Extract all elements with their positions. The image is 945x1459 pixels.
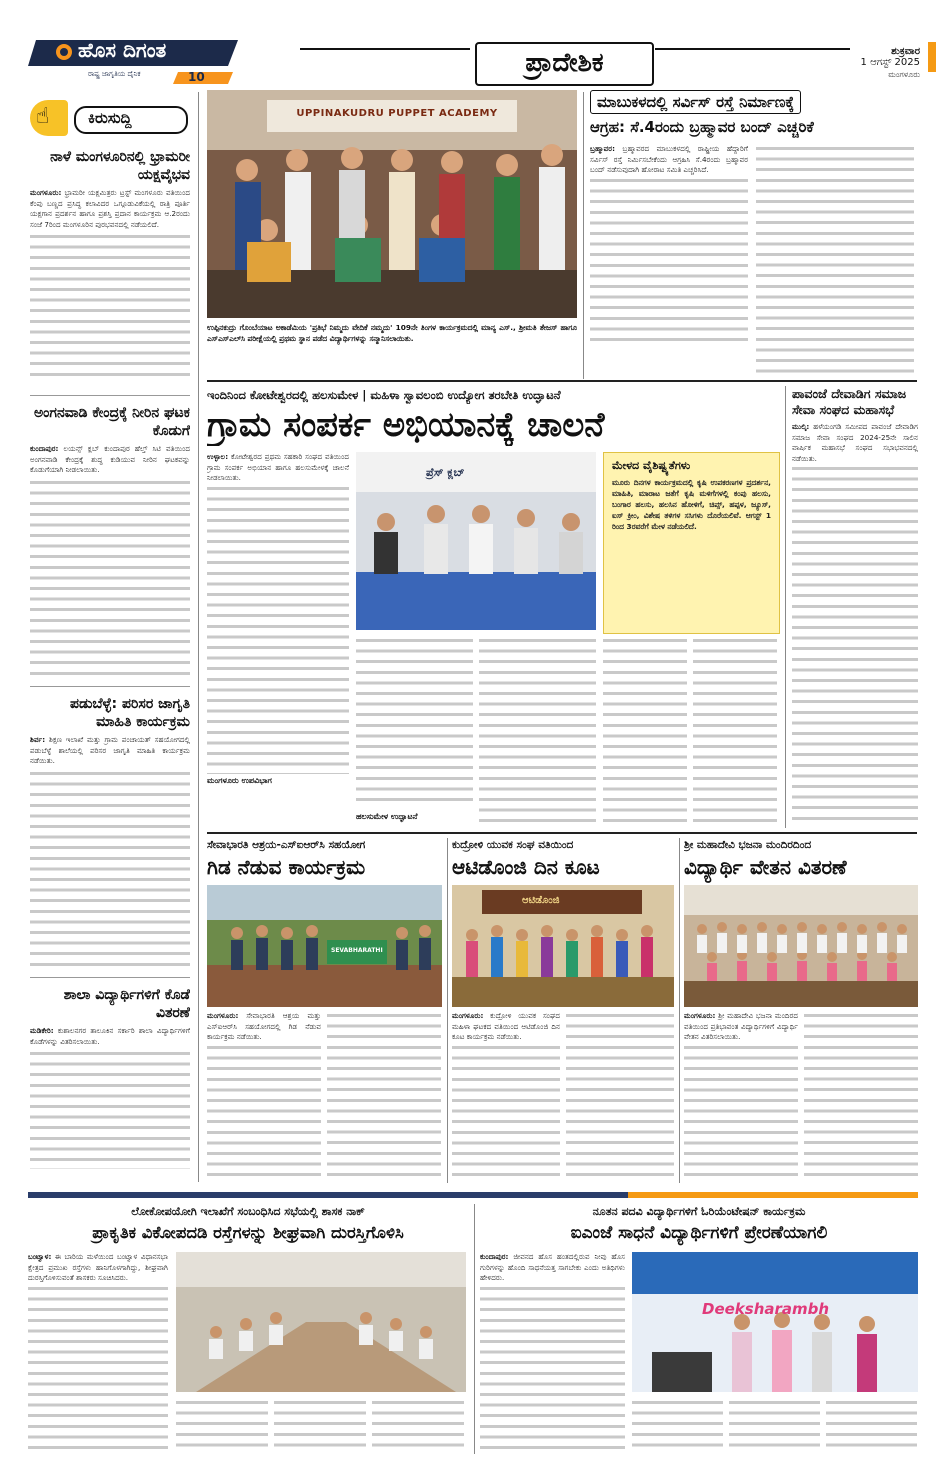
tree-planting-image (207, 885, 442, 1007)
atidonji-kicker: ಕುದ್ರೋಳಿ ಯುವಕ ಸಂಘ ವತಿಯಿಂದ (452, 839, 574, 851)
left-story-4-headline: ಶಾಲಾ ವಿದ್ಯಾರ್ಥಿಗಳಿಗೆ ಕೊಡೆ ವಿತರಣೆ (63, 987, 190, 1021)
main-story-body-left (207, 452, 349, 827)
city-label: ಮಂಗಳೂರು (888, 70, 920, 79)
main-story-photo-credit: ಹಲಸುಮೇಳ ಉದ್ಘಾಟನೆ (356, 812, 418, 821)
features-box (603, 452, 780, 634)
pavanje-lead: ಹಳೆಯಂಗಡಿ ಸಮೀಪದ ಪಾವಂಜೆ ದೇವಾಡಿಗ ಸಮಾಜ ಸೇವಾ ಸಂಘದ 2024-25ನೇ ಸಾಲಿನ ವಾರ್ಷಿಕ ಮಹಾಸಭೆ ಸಂಘದ ಸಭಾಭವನದಲ್ಲಿ ನಡೆಯಿತು. (792, 422, 918, 463)
left-column (30, 140, 190, 1185)
mabukala-headline-2: ಆಗ್ರಹ: ಸೆ.4ರಂದು ಬ್ರಹ್ಮಾವರ ಬಂದ್ ಎಚ್ಚರಿಕೆ (590, 118, 814, 136)
pavanje-story (792, 386, 918, 830)
left-story-2-dateline: ಕುಂದಾಪುರ: (30, 444, 59, 453)
date-block (810, 46, 920, 80)
atidonji-banner: ಆಟಿಡೊಂಜಿ (522, 895, 560, 906)
left-story-3 (30, 687, 190, 978)
left-story-1-lead: ಭ್ರಾಮರೀ ಯಕ್ಷಮಿತ್ರರು ಟ್ರಸ್ಟ್ ಮಂಗಳೂರು ವತಿಯಿಂದ ಕೆಂಪು ಬಣ್ಣದ ಪ್ರಸಿದ್ಧ ಕಲಾವಿದರ ಒಗ್ಗೂಡುವಿಕೆಯಲ್ಲಿ ರಾತ್ರಿ ಪೂರ್ತಿ ಯಕ್ಷಗಾನ ಪ್ರದರ್ಶನ ಹಾಗೂ ಪ್ರಶಸ್ತಿ ಪ್ರದಾನ ಕಾರ್ಯಕ್ರಮ ಆ.2ರಂದು ಸಂಜೆ 7ರಿಂದ ಮಂಗಳೂರಿನ ಪುರಭವನದಲ್ಲಿ ನಡೆಯಲಿದೆ. (30, 188, 190, 229)
pavanje-dateline: ಮುಲ್ಕಿ: (792, 422, 810, 431)
atidonji-headline: ಆಟಿಡೊಂಜಿ ದಿನ ಕೂಟ (452, 855, 600, 879)
pwd-lead: ಈ ಬಾರಿಯ ಮಳೆಯಿಂದ ಬಂಟ್ವಾಳ ವಿಧಾನಸಭಾ ಕ್ಷೇತ್ರದ ಪ್ರಮುಖ ರಸ್ತೆಗಳು ಹಾನಿಗೊಳಗಾಗಿದ್ದು, ಶೀಘ್ರವಾಗಿ ದುರಸ್ತಿಗೊಳಿಸುವಂತೆ ಶಾಸಕರು ಸೂಚಿಸಿದರು. (28, 1252, 168, 1283)
scholarship-photo (684, 885, 918, 1007)
date-label: 1 ಆಗಸ್ಟ್ 2025 (860, 57, 920, 68)
academy-banner: UPPINAKUDRU PUPPET ACADEMY (296, 108, 498, 119)
main-story-headline: ಗ್ರಾಮ ಸಂಪರ್ಕ ಅಭಿಯಾನಕ್ಕೆ ಚಾಲನೆ (207, 405, 605, 445)
mabukala-headline-1: ಮಾಬುಕಳದಲ್ಲಿ ಸರ್ವಿಸ್ ರಸ್ತೆ ನಿರ್ಮಾಣಕ್ಕೆ (590, 90, 801, 114)
tree-planting-story (207, 838, 442, 1183)
left-story-1 (30, 140, 190, 396)
press-meet-image (356, 452, 596, 630)
scholarship-image (684, 885, 918, 1007)
pwd-kicker: ಲೋಕೋಪಯೋಗಿ ಇಲಾಖೆಗೆ ಸಂಬಂಧಿಸಿದ ಸಭೆಯಲ್ಲಿ ಶಾಸಕ ನಾಕ್ (131, 1205, 365, 1218)
orientation-lead: ಜೀವನದ ಹೊಸ ಹಂತದಲ್ಲಿರುವ ನೀವು ಹೊಸ ಗುರಿಗಳನ್ನು ಹೊಂದಿ ಸಾಧನೆಯತ್ತ ಸಾಗಬೇಕು ಎಂದು ಅತಿಥಿಗಳು ಹೇಳಿದರು. (480, 1252, 625, 1283)
atidonji-image (452, 885, 674, 1007)
kirusuddi-badge (30, 100, 190, 136)
meeting-room-image (176, 1252, 466, 1392)
atidonji-photo (452, 885, 674, 1007)
puppet-academy-caption: ಉಪ್ಪಿನಕುದ್ರು ಗೊಂಬೆಯಾಟ ಅಕಾಡೆಮಿಯ 'ಪ್ರತಿಭೆ ನಿಮ್ಮದು ವೇದಿಕೆ ನಮ್ಮದು' 109ನೇ ತಿಂಗಳ ಕಾರ್ಯಕ್ರಮದಲ್ಲಿ ಮಾನ್ಯ ಎಸ್., ಶ್ರೀಮತಿ ತೇಜಸ್ ಹಾಗೂ ಎಸ್ಎಸ್ಎಲ್‌ಸಿ ಪರೀಕ್ಷೆಯಲ್ಲಿ ಪ್ರಥಮ ಸ್ಥಾನ ಪಡೆದ ವಿದ್ಯಾರ್ಥಿಗಳನ್ನು ಸನ್ಮಾನಿಸಲಾಯಿತು. (207, 323, 577, 343)
mabukala-story (590, 90, 915, 380)
orientation-photo (632, 1252, 918, 1392)
press-club-banner: ಪ್ರೆಸ್ ಕ್ಲಬ್ (426, 466, 465, 479)
left-story-2 (30, 396, 190, 687)
atidonji-lead: ಕುದ್ರೋಳಿ ಯುವಕ ಸಂಘದ ಮಹಿಳಾ ಘಟಕದ ವತಿಯಿಂದ ಆಟಿಡೊಂಜಿ ದಿನ ಕೂಟ ಕಾರ್ಯಕ್ರಮ ನಡೆಯಿತು. (452, 1011, 560, 1042)
left-story-2-headline: ಅಂಗನವಾಡಿ ಕೇಂದ್ರಕ್ಕೆ ನೀರಿನ ಘಟಕ ಕೊಡುಗೆ (33, 405, 190, 439)
orientation-headline: ಐಎಂಜೆ ಸಾಧನೆ ವಿದ್ಯಾರ್ಥಿಗಳಿಗೆ ಪ್ರೇರಣೆಯಾಗಲಿ (570, 1223, 828, 1243)
atidonji-dateline: ಮಂಗಳೂರು: (452, 1011, 484, 1020)
scholarship-dateline: ಮಂಗಳೂರು: (684, 1011, 716, 1020)
tree-planting-lead: ಸೇವಾಭಾರತಿ ಆಶ್ರಯ ಮತ್ತು ಎಸ್ಐಆರ್‌ಸಿ ಸಹಯೋಗದಲ್ಲಿ ಗಿಡ ನೆಡುವ ಕಾರ್ಯಕ್ರಮ ನಡೆಯಿತು. (207, 1011, 321, 1042)
pwd-story (28, 1204, 468, 1454)
orientation-kicker: ನೂತನ ಪದವಿ ವಿದ್ಯಾರ್ಥಿಗಳಿಗೆ ಓರಿಯೆಂಟೇಷನ್ ಕಾರ್ಯಕ್ರಮ (592, 1205, 806, 1218)
left-story-4-lead: ಕುಶಾಲನಗರ ತಾಲೂಕಿನ ಸರ್ಕಾರಿ ಶಾಲಾ ವಿದ್ಯಾರ್ಥಿಗಳಿಗೆ ಕೊಡೆಗಳನ್ನು ವಿತರಿಸಲಾಯಿತು. (30, 1026, 190, 1046)
orientation-dateline: ಕುಂದಾಪುರ: (480, 1252, 509, 1261)
left-story-3-dateline: ಶಿರ್ವ: (30, 735, 46, 744)
left-story-3-lead: ಶಿಕ್ಷಣ ಇಲಾಖೆ ಮತ್ತು ಗ್ರಾಮ ಪಂಚಾಯತ್ ಸಹಯೋಗದಲ್ಲಿ ಪಡುಬೆಳ್ಳೆ ಶಾಲೆಯಲ್ಲಿ ಪರಿಸರ ಜಾಗೃತಿ ಮಾಹಿತಿ ಕಾರ್ಯಕ್ರಮ ನಡೆಯಿತು. (30, 735, 190, 766)
features-box-title: ಮೇಳದ ವೈಶಿಷ್ಟ್ಯತೆಗಳು (612, 459, 691, 472)
main-story-dateline: ಉಳ್ಳಾಲ: (207, 452, 229, 461)
section-title: ಪ್ರಾದೇಶಿಕ (525, 48, 604, 78)
puppet-academy-photo (207, 90, 577, 318)
group-photo-image (207, 90, 577, 318)
press-club-photo (356, 452, 596, 630)
left-story-1-headline: ನಾಳೆ ಮಂಗಳೂರಿನಲ್ಲಿ ಭ್ರಾಮರೀ ಯಕ್ಷವೈಭವ (50, 149, 190, 183)
mabukala-lead: ಬ್ರಹ್ಮಾವರದ ಮಾಬುಕಳದಲ್ಲಿ ರಾಷ್ಟ್ರೀಯ ಹೆದ್ದಾರಿಗೆ ಸರ್ವಿಸ್ ರಸ್ತೆ ನಿರ್ಮಿಸಬೇಕೆಂದು ಆಗ್ರಹಿಸಿ ಸೆ.4ರಂದು ಬ್ರಹ್ಮಾವರ ಬಂದ್ ನಡೆಸುವುದಾಗಿ ಹೋರಾಟ ಸಮಿತಿ ಎಚ್ಚರಿಸಿದೆ. (590, 144, 748, 175)
logo (28, 32, 250, 82)
features-box-text: ಮೂರು ದಿನಗಳ ಕಾರ್ಯಕ್ರಮದಲ್ಲಿ ಕೃಷಿ ಉಪಕರಣಗಳ ಪ್ರದರ್ಶನ, ಮಾಹಿತಿ, ಮಾರಾಟ ಜತೆಗೆ ಕೃಷಿ ಮಳಿಗೆಗಳಲ್ಲಿ ಕಂಪು ಹಲಸು, ಬಂಗಾರ ಹಲಸು, ಹಲಸಿನ ಹೋಳಿಗೆ, ಚಿಪ್ಸ್, ಹಪ್ಪಳ, ಜ್ಯೂಸ್, ಐಸ್ ಕ್ರೀಂ, ವಿಶೇಷ ತಳಿಗಳ ಸಸಿಗಳು ದೊರೆಯಲಿವೆ. ಆಗಸ್ಟ್ 1 ರಿಂದ 3ರವರೆಗೆ ಮೇಳ ನಡೆಯಲಿದೆ. (612, 478, 771, 531)
logo-text: ಹೊಸ ದಿಗಂತ (78, 38, 167, 62)
tree-planting-headline: ಗಿಡ ನೆಡುವ ಕಾರ್ಯಕ್ರಮ (207, 855, 366, 879)
bottom-divider (28, 1192, 918, 1198)
page-number: 10 (188, 70, 205, 84)
day-label: ಶುಕ್ರವಾರ (891, 46, 920, 57)
left-story-4 (30, 978, 190, 1183)
left-story-4-dateline: ಮಡಿಕೇರಿ: (30, 1026, 54, 1035)
tree-planting-photo (207, 885, 442, 1007)
deeksharambh-banner: Deeksharambh (702, 1300, 830, 1318)
scholarship-kicker: ಶ್ರೀ ಮಹಾದೇವಿ ಭಜನಾ ಮಂದಿರದಿಂದ (684, 839, 812, 851)
main-story-lead: ಕೋಟೇಶ್ವರದ ಪ್ರಥಮ ಸಹಕಾರಿ ಸಂಘದ ವತಿಯಿಂದ ಗ್ರಾಮ ಸಂಪರ್ಕ ಅಭಿಯಾನ ಹಾಗೂ ಹಲಸುಮೇಳಕ್ಕೆ ಚಾಲನೆ ನೀಡಲಾಯಿತು. (207, 452, 349, 483)
orientation-image (632, 1252, 918, 1392)
section-title-box (475, 42, 654, 86)
left-story-2-lead: ಲಯನ್ಸ್ ಕ್ಲಬ್ ಕುಂದಾಪುರ ಹೆಲ್ತ್ ಸಿಟಿ ವತಿಯಿಂದ ಅಂಗನವಾಡಿ ಕೇಂದ್ರಕ್ಕೆ ಶುದ್ಧ ಕುಡಿಯುವ ನೀರಿನ ಘಟಕವನ್ನು ಕೊಡುಗೆಯಾಗಿ ನೀಡಲಾಯಿತು. (30, 444, 190, 475)
main-story-subhead: ಮಂಗಳೂರು ಉಪವಿಭಾಗ (207, 775, 272, 785)
tree-planting-kicker: ಸೇವಾಭಾರತಿ ಆಶ್ರಯ-ಎಸ್ಐಆರ್‌ಸಿ ಸಹಯೋಗ (207, 839, 366, 851)
main-story-kicker: ಇಂದಿನಿಂದ ಕೋಟೇಶ್ವರದಲ್ಲಿ ಹಲಸುಮೇಳ | ಮಹಿಳಾ ಸ್ವಾವಲಂಬಿ ಉದ್ಯೋಗ ತರಬೇತಿ ಉದ್ಘಾಟನೆ (207, 388, 561, 402)
scholarship-headline: ವಿದ್ಯಾರ್ಥಿ ವೇತನ ವಿತರಣೆ (684, 855, 847, 879)
mabukala-dateline: ಬ್ರಹ್ಮಾವರ: (590, 144, 615, 153)
left-story-3-headline: ಪಡುಬೆಳ್ಳೆ: ಪರಿಸರ ಜಾಗೃತಿ ಮಾಹಿತಿ ಕಾರ್ಯಕ್ರಮ (70, 696, 190, 730)
scholarship-story (684, 838, 918, 1183)
pwd-dateline: ಬಂಟ್ವಾಳ: (28, 1252, 52, 1261)
scholarship-lead: ಶ್ರೀ ಮಹಾದೇವಿ ಭಜನಾ ಮಂದಿರದ ವತಿಯಿಂದ ಪ್ರತಿಭಾವಂತ ವಿದ್ಯಾರ್ಥಿಗಳಿಗೆ ವಿದ್ಯಾರ್ಥಿ ವೇತನ ವಿತರಿಸಲಾಯಿತು. (684, 1011, 798, 1042)
pavanje-headline: ಪಾವಂಜೆ ದೇವಾಡಿಗ ಸಮಾಜ ಸೇವಾ ಸಂಘದ ಮಹಾಸಭೆ (792, 386, 907, 417)
logo-tagline: ರಾಷ್ಟ್ರ ಜಾಗೃತಿಯ ದೈನಿಕ (88, 70, 141, 78)
main-story-body-right (603, 636, 778, 826)
pointing-hand-icon: ☝ (36, 104, 50, 129)
masthead (0, 0, 945, 88)
sevabharathi-banner: SEVABHARATHI (331, 947, 383, 954)
kirusuddi-label: ಕಿರುಸುದ್ದಿ (88, 109, 132, 127)
pwd-headline: ಪ್ರಾಕೃತಿಕ ವಿಕೋಪದಡಿ ರಸ್ತೆಗಳನ್ನು ಶೀಘ್ರವಾಗಿ ದುರಸ್ತಿಗೊಳಿಸಿ (92, 1223, 404, 1242)
atidonji-story (452, 838, 674, 1183)
tree-planting-dateline: ಮಂಗಳೂರು: (207, 1011, 239, 1020)
left-story-1-dateline: ಮಂಗಳೂರು: (30, 188, 62, 197)
main-story-body-cols (356, 636, 596, 826)
pwd-meeting-photo (176, 1252, 466, 1392)
orientation-story (480, 1204, 918, 1454)
